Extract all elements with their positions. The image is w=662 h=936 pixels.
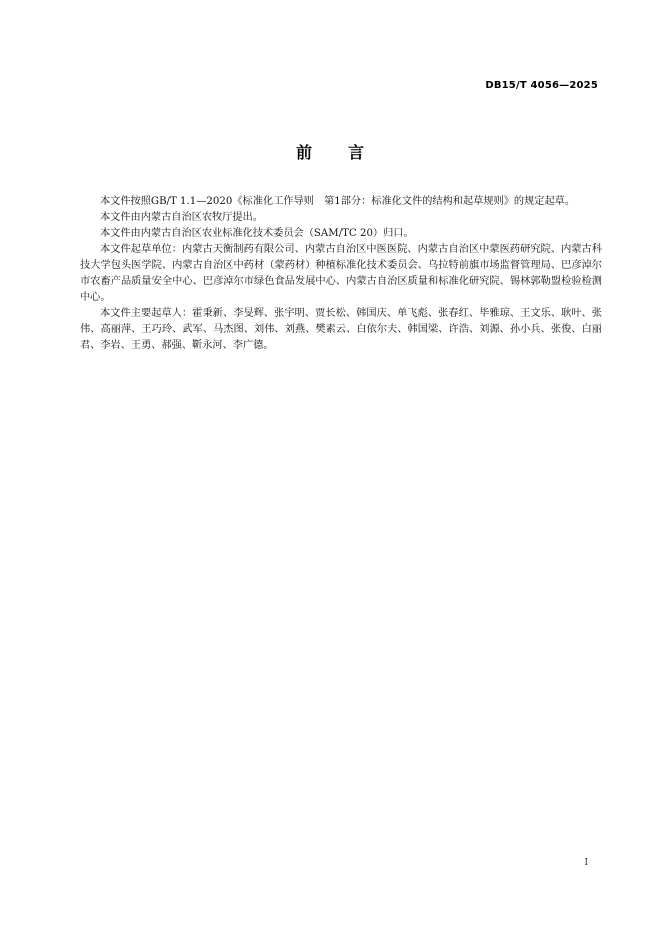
page-number: I — [584, 858, 588, 868]
standard-code: DB15/T 4056—2025 — [485, 80, 598, 91]
paragraph-committee: 本文件由内蒙古自治区农业标准化技术委员会（SAM/TC 20）归口。 — [100, 228, 414, 239]
preface-body — [80, 194, 602, 354]
title-char-2: 言 — [348, 143, 367, 162]
paragraph-drafting-rules: 本文件按照GB/T 1.1—2020《标准化工作导则 第1部分：标准化文件的结构和起草规则》的规定起草。 — [100, 196, 576, 207]
paragraph-drafting-units: 本文件起草单位：内蒙古天衡制药有限公司、内蒙古自治区中医医院、内蒙古自治区中蒙医药研究院、内蒙古科技大学包头医学院、内蒙古自治区中药材（蒙药材）种植标准化技术委员会、乌拉特前旗市场监督管理局、巴彦淖尔市农畜产品质量安全中心、巴彦淖尔市绿色食品发展中心、内蒙古自治区质量和标准化研究院、锡林郭勒盟检验检测中心。 — [80, 244, 602, 303]
paragraph-drafters: 本文件主要起草人：霍秉新、李旻辉、张宇明、贾长松、韩国庆、单飞彪、张春红、毕雅琼、王文乐、耿叶、张伟、高丽萍、王巧玲、武军、马杰图、刘伟、刘燕、樊素云、白依尔夫、韩国梁、许浩、刘源、孙小兵、张俊、白丽君、李岩、王勇、郝强、靳永河、李广德。 — [80, 308, 602, 351]
paragraph-proposer: 本文件由内蒙古自治区农牧厅提出。 — [100, 212, 263, 223]
page-title — [0, 140, 662, 163]
title-char-1: 前 — [295, 143, 314, 162]
